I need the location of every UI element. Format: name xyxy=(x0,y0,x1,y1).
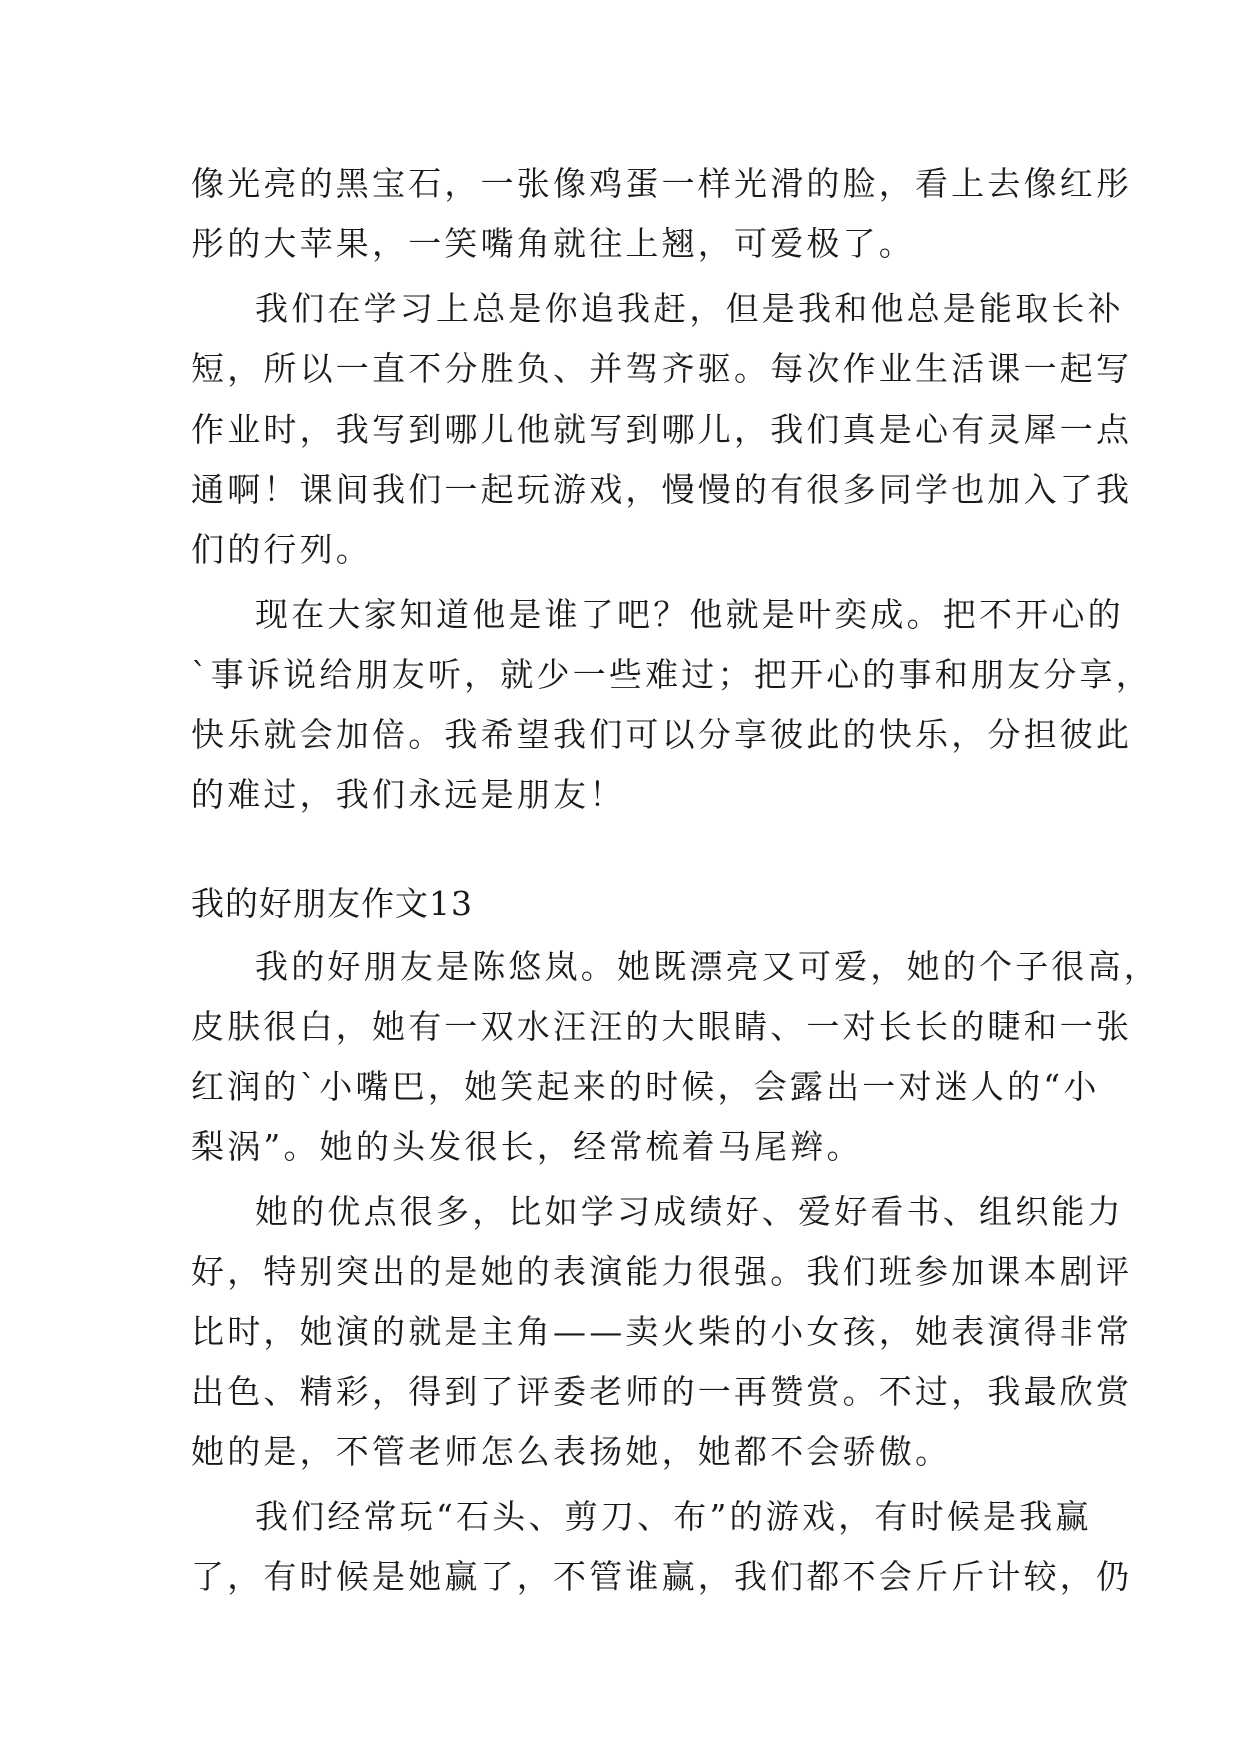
text-line: 了，有时候是她赢了，不管谁赢，我们都不会斤斤计较，仍 xyxy=(191,1557,1133,1596)
text-line: 出色、精彩，得到了评委老师的一再赞赏。不过，我最欣赏 xyxy=(191,1372,1133,1411)
section-heading: 我的好朋友作文13 xyxy=(191,884,473,923)
text-line: 快乐就会加倍。我希望我们可以分享彼此的快乐，分担彼此 xyxy=(191,715,1133,754)
text-line: 皮肤很白，她有一双水汪汪的大眼睛、一对长长的睫和一张 xyxy=(191,1007,1133,1046)
paragraph-first-line: 我的好朋友是陈悠岚。她既漂亮又可爱，她的个子很高， xyxy=(255,947,1160,986)
text-line: 短，所以一直不分胜负、并驾齐驱。每次作业生活课一起写 xyxy=(191,349,1133,388)
text-line: 红润的`小嘴巴，她笑起来的时候，会露出一对迷人的“小 xyxy=(191,1067,1100,1106)
text-line: 作业时，我写到哪儿他就写到哪儿，我们真是心有灵犀一点 xyxy=(191,410,1133,449)
text-line: 像光亮的黑宝石，一张像鸡蛋一样光滑的脸，看上去像红彤 xyxy=(191,164,1133,203)
text-line: 通啊！课间我们一起玩游戏，慢慢的有很多同学也加入了我 xyxy=(191,470,1133,509)
text-line: 们的行列。 xyxy=(191,530,372,569)
paragraph-first-line: 现在大家知道他是谁了吧？他就是叶奕成。把不开心的 xyxy=(255,595,1124,634)
text-line: 比时，她演的就是主角——卖火柴的小女孩，她表演得非常 xyxy=(191,1312,1133,1351)
paragraph-first-line: 我们经常玩“石头、剪刀、布”的游戏，有时候是我赢 xyxy=(255,1497,1092,1536)
text-line: `事诉说给朋友听，就少一些难过；把开心的事和朋友分享， xyxy=(191,655,1152,694)
text-line: 好，特别突出的是她的表演能力很强。我们班参加课本剧评 xyxy=(191,1252,1133,1291)
text-line: 的难过，我们永远是朋友！ xyxy=(191,775,626,814)
text-line: 她的是，不管老师怎么表扬她，她都不会骄傲。 xyxy=(191,1432,952,1471)
text-line: 梨涡”。她的头发很长，经常梳着马尾辫。 xyxy=(191,1127,863,1166)
text-line: 彤的大苹果，一笑嘴角就往上翘，可爱极了。 xyxy=(191,224,915,263)
paragraph-first-line: 我们在学习上总是你追我赶，但是我和他总是能取长补 xyxy=(255,289,1124,328)
paragraph-first-line: 她的优点很多，比如学习成绩好、爱好看书、组织能力 xyxy=(255,1192,1124,1231)
